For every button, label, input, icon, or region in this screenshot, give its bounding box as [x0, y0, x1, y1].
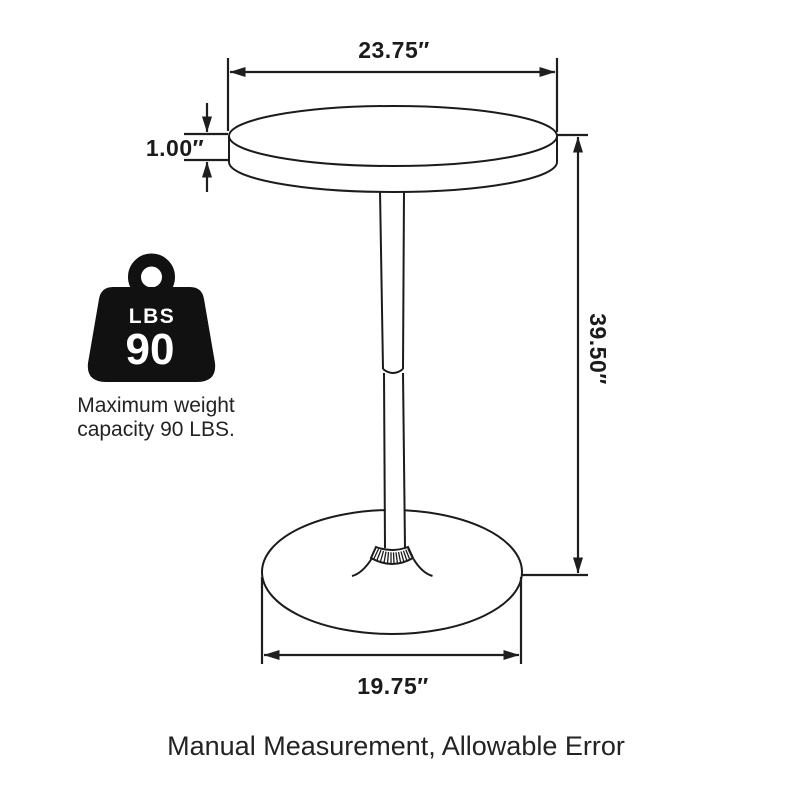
weight-capacity-badge — [77, 260, 235, 441]
dim-height — [521, 135, 611, 575]
thickness-label: 1.00″ — [145, 135, 205, 161]
pole-joint — [383, 369, 403, 373]
weight-caption — [77, 394, 235, 441]
pole-upper-fill — [381, 193, 403, 369]
pole-lower-left-edge — [384, 373, 385, 548]
weight-caption-line-2: capacity 90 LBS. — [77, 418, 235, 441]
badge-unit-label: LBS — [128, 305, 176, 328]
top-diameter-label: 23.75″ — [358, 37, 430, 63]
pole-lower-fill — [385, 373, 404, 547]
badge-value-label: 90 — [125, 325, 175, 374]
table-top-surface — [229, 106, 557, 166]
base-diameter-label: 19.75″ — [357, 673, 429, 699]
dim-top-thickness — [146, 103, 228, 192]
footer-note: Manual Measurement, Allowable Error — [167, 731, 625, 761]
collar-band — [371, 547, 413, 564]
height-label: 39.50″ — [585, 313, 611, 385]
pole-upper-right-edge — [403, 191, 404, 369]
weight-caption-line-1: Maximum weight — [77, 394, 235, 417]
table-pole — [380, 191, 405, 548]
table-top — [229, 106, 557, 192]
